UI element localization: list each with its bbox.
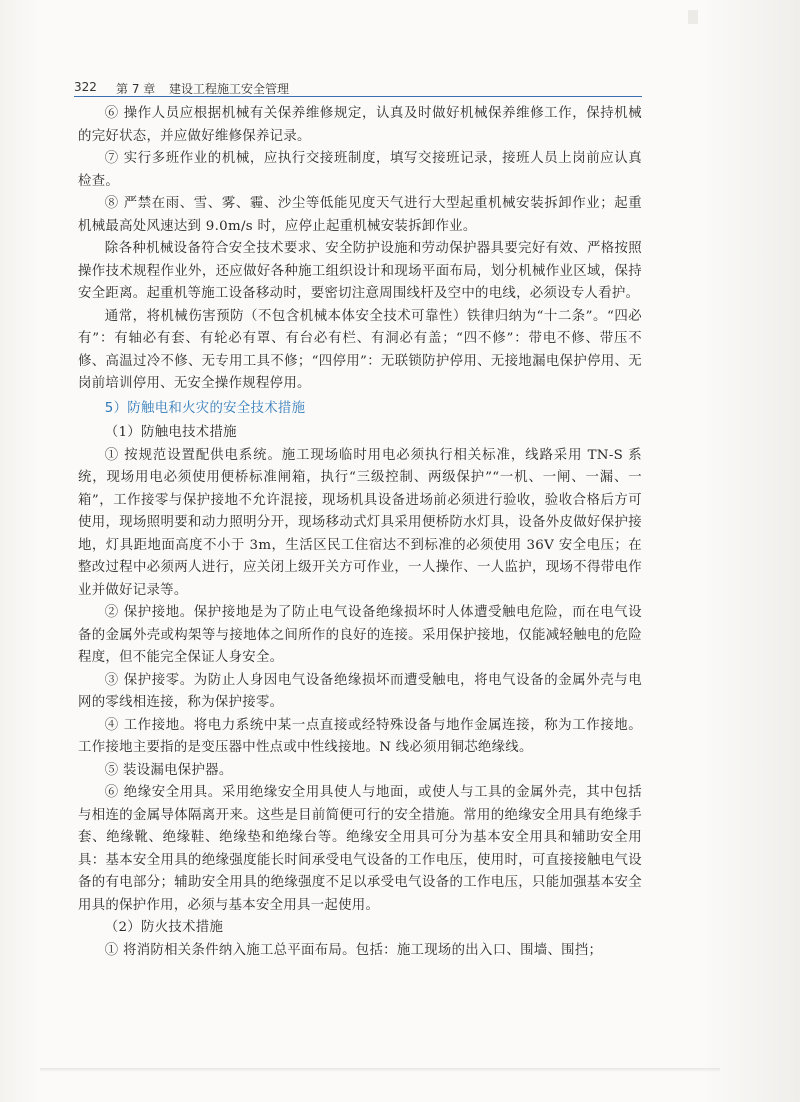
paragraph: ⑥ 绝缘安全用具。采用绝缘安全用具使人与地面，或使人与工具的金属外壳，其中包括与相连的金属导体隔离开来。这些是目前简便可行的安全措施。常用的绝缘安全用具有绝缘手套、绝缘靴、绝缘鞋、绝缘垫和绝缘台等。绝缘安全用具可分为基本安全用具和辅助安全用具：基本安全用具的绝缘强度能长时间承受电气设备的工作电压，使用时，可直接接触电气设备的有电部分；辅助安全用具的绝缘强度不足以承受电气设备的工作电压，只能加强基本安全用具的保护作用，必须与基本安全用具一起使用。 [78, 785, 642, 913]
paragraph: ⑥ 操作人员应根据机械有关保养维修规定，认真及时做好机械保养维修工作，保持机械的完好状态，并应做好维修保养记录。 [78, 106, 642, 144]
paragraph: ② 保护接地。保护接地是为了防止电气设备绝缘损坏时人体遭受触电危险，而在电气设备的金属外壳或构架等与接地体之间所作的良好的连接。采用保护接地，仅能减轻触电的危险程度，但不能完全保证人身安全。 [78, 605, 642, 665]
chapter-label: 第 7 章 [116, 82, 156, 96]
paragraph: ① 将消防相关条件纳入施工总平面布局。包括：施工现场的出入口、围墙、围挡； [104, 942, 603, 958]
paragraph: ⑧ 严禁在雨、雪、雾、霾、沙尘等低能见度天气进行大型起重机械安装拆卸作业；起重机械最高处风速达到 9.0m/s 时，应停止起重机械安装拆卸作业。 [78, 196, 642, 234]
paragraph: ① 按规范设置配供电系统。施工现场临时用电必须执行相关标准，线路采用 TN-S 系统，现场用电必须使用便桥标准闸箱，执行“三级控制、两级保护”“一机、一闸、一漏、一箱”，工作接零与保护接地不允许混接，现场机具设备进场前必须进行验收，验收合格后方可使用，现场照明要和动力照明分开，现场移动式灯具采用便桥防水灯具，设备外皮做好保护接地，灯具距地面高度不小于 3m，生活区民工住宿达不到标准的必须使用 36V 安全电压；在整改过程中必须两人进行，应关闭上级开关方可作业，一人操作、一人监护，现场不得带电作业并做好记录等。 [78, 447, 642, 598]
section-heading: 5）防触电和火灾的安全技术措施 [104, 400, 306, 416]
paragraph: ⑤ 装设漏电保护器。 [104, 762, 233, 778]
paragraph: ③ 保护接零。为防止人身因电气设备绝缘损坏而遭受触电，将电气设备的金属外壳与电网的零线相连接，称为保护接零。 [78, 672, 642, 710]
page-edge-mark [688, 10, 698, 24]
paragraph: ④ 工作接地。将电力系统中某一点直接或经特殊设备与地作金属连接，称为工作接地。工作接地主要指的是变压器中性点或中性线接地。N 线必须用铜芯绝缘线。 [78, 717, 642, 755]
paragraph: 除各种机械设备符合安全技术要求、安全防护设施和劳动保护器具要完好有效、严格按照操作技术规程作业外，还应做好各种施工组织设计和现场平面布局，划分机械作业区域，保持安全距离。起重机等施工设备移动时，要密切注意周围线杆及空中的电线，必须设专人看护。 [78, 241, 642, 301]
subsection-heading: （2）防火技术措施 [104, 920, 224, 935]
header-rule [74, 96, 642, 97]
body-text [78, 103, 642, 962]
running-header [74, 78, 642, 98]
page-number: 322 [74, 80, 97, 94]
paragraph: 通常，将机械伤害预防（不包含机械本体安全技术可靠性）铁律归纳为“十二条”。“四必有”：有轴必有套、有轮必有罩、有台必有栏、有洞必有盖；“四不修”：带电不修、带压不修、高温过冷不修、无专用工具不修；“四停用”：无联锁防护停用、无接地漏电保护停用、无岗前培训停用、无安全操作规程停用。 [78, 308, 642, 391]
chapter-title: 建设工程施工安全管理 [169, 82, 290, 96]
subsection-heading: （1）防触电技术措施 [104, 425, 237, 440]
paragraph: ⑦ 实行多班作业的机械，应执行交接班制度，填写交接班记录，接班人员上岗前应认真检查。 [78, 151, 642, 189]
page-bottom-shadow [40, 1068, 720, 1072]
